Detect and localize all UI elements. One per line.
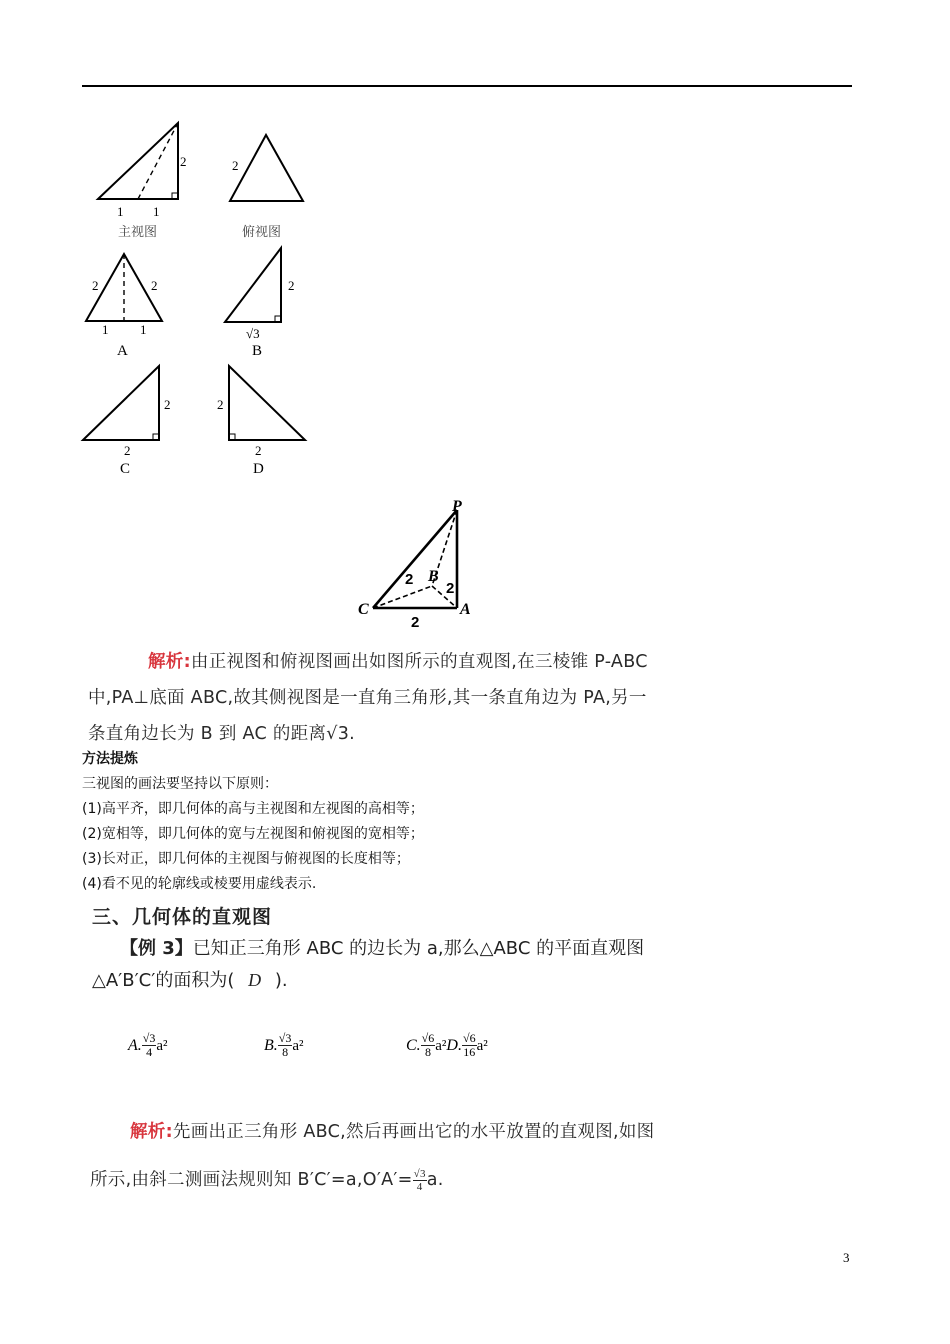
- option-d-height-label: 2: [217, 397, 224, 412]
- option-c-height-label: 2: [164, 397, 171, 412]
- example3-line2: [92, 966, 288, 992]
- option-c-base-label: 2: [124, 443, 131, 458]
- option-a-base-left-label: 1: [102, 322, 109, 337]
- solution2-line2-text: 所示,由斜二测画法规则知 B′C′=a,O′A′=: [90, 1170, 413, 1190]
- example3-line2-text: △A′B′C′的面积为(: [92, 970, 235, 991]
- option-a-base-right-label: 1: [140, 322, 147, 337]
- example3-answer: D: [248, 970, 262, 990]
- choice-c-letter: C.: [406, 1037, 421, 1054]
- solution1-sqrt3: √3: [326, 724, 350, 744]
- solution1-line3-end: .: [349, 724, 356, 744]
- solution2-frac-den: 4: [416, 1180, 423, 1193]
- solution2-line2-end: a.: [426, 1170, 444, 1190]
- method-rule-4: (4)看不见的轮廓线或棱要用虚线表示.: [82, 876, 317, 892]
- choice-b-fraction: [278, 1032, 293, 1059]
- solution1-line3: [88, 720, 355, 745]
- choice-c-num: √6: [421, 1031, 435, 1045]
- header-rule: [82, 85, 852, 87]
- section3-heading: 三、几何体的直观图: [92, 906, 273, 928]
- solution2-frac-num: √3: [413, 1167, 426, 1180]
- solution1-line1: [148, 648, 648, 673]
- option-a-letter: A: [117, 343, 128, 359]
- choice-d-fraction: [462, 1032, 477, 1059]
- choice-a: [128, 1032, 168, 1059]
- choice-a-letter: A.: [128, 1037, 142, 1054]
- choice-d-num: √6: [462, 1031, 476, 1045]
- choice-b-tail: a²: [292, 1038, 304, 1054]
- option-d-base-label: 2: [255, 443, 262, 458]
- solution2-line1: [130, 1118, 654, 1143]
- choice-a-num: √3: [142, 1031, 156, 1045]
- choice-c-den: 8: [424, 1045, 431, 1059]
- solution2-label: 解析:: [130, 1122, 173, 1142]
- solution2-line1-text: 先画出正三角形 ABC,然后再画出它的水平放置的直观图,如图: [172, 1122, 655, 1142]
- choice-b-letter: B.: [264, 1037, 278, 1054]
- example3-tag: 【例 3】: [120, 938, 193, 959]
- choice-b: [264, 1032, 304, 1059]
- solution2-line2: [90, 1166, 444, 1193]
- pyramid-label-b: B: [428, 568, 439, 585]
- solution1-line2: 中,PA⊥底面 ABC,故其侧视图是一直角三角形,其一条直角边为 PA,另一: [88, 688, 647, 708]
- front-view-height-label: 2: [180, 154, 187, 169]
- pyramid-label-c: C: [358, 601, 369, 618]
- method-intro: 三视图的画法要坚持以下原则：: [82, 776, 278, 792]
- option-b-height-label: 2: [288, 278, 295, 293]
- front-view-base-label-right: 1: [153, 204, 160, 219]
- method-rule-3: (3)长对正，即几何体的主视图与俯视图的长度相等；: [82, 851, 410, 867]
- example3-line1-text: 已知正三角形 ABC 的边长为 a,那么△ABC 的平面直观图: [192, 938, 645, 959]
- choice-d-tail: a²: [476, 1038, 488, 1054]
- option-b-letter: B: [252, 343, 263, 359]
- pyramid-edge-label-ca: 2: [411, 614, 420, 631]
- pyramid-edge-label-ba: 2: [446, 580, 455, 597]
- solution1-line3-text: 条直角边长为 B 到 AC 的距离: [88, 724, 327, 744]
- choice-d-den: 16: [463, 1045, 476, 1059]
- option-d-figure: [225, 362, 310, 444]
- solution1-label: 解析:: [148, 652, 191, 672]
- example3-line1: [120, 934, 644, 960]
- option-d-letter: D: [253, 461, 264, 477]
- choice-d-letter: D.: [446, 1037, 462, 1054]
- page-number: 3: [843, 1250, 850, 1265]
- option-b-base-label: √3: [246, 326, 260, 341]
- option-c-figure: [80, 362, 165, 444]
- method-title: 方法提炼: [82, 751, 138, 767]
- front-view-caption: 主视图: [118, 225, 158, 240]
- example3-line2-end: ).: [274, 970, 288, 991]
- choice-a-den: 4: [146, 1045, 153, 1059]
- option-a-right-label: 2: [151, 278, 158, 293]
- front-view-base-label-left: 1: [117, 204, 124, 219]
- choice-c-fraction: [421, 1032, 436, 1059]
- choice-b-den: 8: [282, 1045, 289, 1059]
- top-view-caption: 俯视图: [242, 225, 282, 240]
- choice-c: [406, 1032, 488, 1059]
- choice-a-fraction: [142, 1032, 157, 1059]
- choice-b-num: √3: [278, 1031, 292, 1045]
- solution2-fraction: [413, 1168, 427, 1193]
- choice-c-tail: a²: [435, 1038, 447, 1054]
- choice-a-tail: a²: [156, 1038, 168, 1054]
- solution1-line1-text: 由正视图和俯视图画出如图所示的直观图,在三棱锥 P-ABC: [190, 652, 648, 672]
- pyramid-edge-label-cb: 2: [405, 571, 414, 588]
- option-c-letter: C: [120, 461, 131, 477]
- pyramid-label-a: A: [460, 601, 471, 618]
- method-rule-1: (1)高平齐，即几何体的高与主视图和左视图的高相等；: [82, 801, 424, 817]
- option-b-figure: [220, 244, 290, 326]
- option-a-left-label: 2: [92, 278, 99, 293]
- pyramid-label-p: P: [452, 498, 462, 515]
- top-view-side-label: 2: [232, 158, 239, 173]
- method-rule-2: (2)宽相等，即几何体的宽与左视图和俯视图的宽相等；: [82, 826, 424, 842]
